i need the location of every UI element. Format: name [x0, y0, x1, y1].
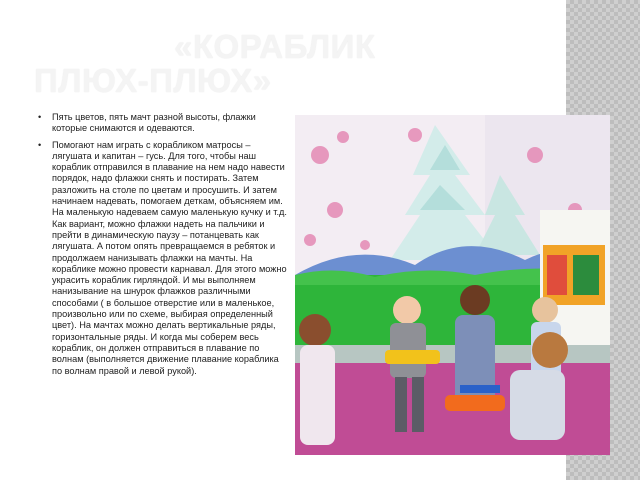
slide-title [34, 30, 554, 98]
bullet-icon: • [38, 139, 42, 150]
paragraph-text: Помогают нам играть с корабликом матросы – лягушата и капитан – гусь. Для того, чтобы наш кораблик отправился в плавание на нем надо навести порядок, надо флажки снять и постирать. Затем разложить на столе по цветам и просушить. И затем начинаем надевать, помогаем деткам, объясняем им. На маленькую надеваем самую маленькую кучку и т.д. Как вариант, можно флажки надеть на пальчики и прейти в динамическую паузу – потанцевать как лягушата. А потом опять превращаемся в ребяток и продолжаем нанизывать флажки на мачты. На кораблике можно провести карнавал. Для этого можно украсить кораблик гирляндой. И мы выполняем нанизывание на шнурок флажков различными способами ( в большое отверстие или в маленькое, произвольно или по схеме, выбирая определенный цвет). На мачтах можно делать вертикальные ряды, горизонтальные ряды. И когда мы соберем весь кораблик, он должен отправиться в плавание по волнам (выполняется движение плавание кораблика по волнам правой и левой рукой). [52, 139, 287, 376]
classroom-photo-illustration [295, 115, 610, 455]
paragraph-text: Пять цветов, пять мачт разной высоты, флажки которые снимаются и одеваются. [52, 112, 256, 134]
bullet-icon: • [38, 112, 42, 122]
classroom-photo [295, 115, 610, 455]
title-line-2: ПЛЮХ-ПЛЮХ» [34, 62, 272, 99]
paragraph-item [38, 140, 288, 377]
body-text [38, 112, 288, 382]
title-line-1: «КОРАБЛИК [174, 28, 376, 65]
paragraph-item [38, 112, 288, 135]
